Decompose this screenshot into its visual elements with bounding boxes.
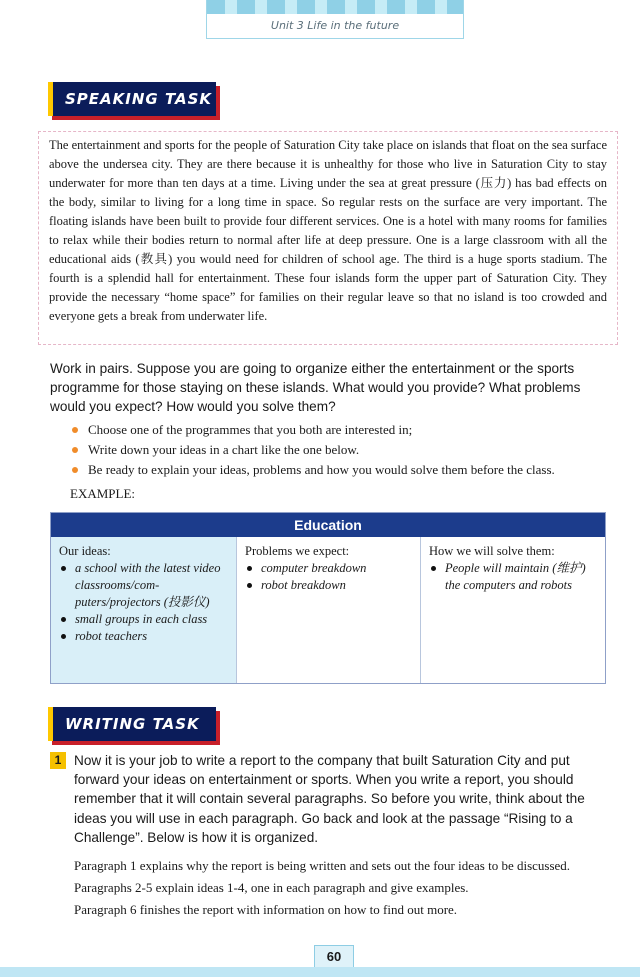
- exercise-number: 1: [50, 752, 66, 769]
- writing-instruction: Now it is your job to write a report to the company that built Saturation City and put forward your ideas on entertainment or sports. When you write a report, you should remember that it will contain several paragraphs. So before you write, think about the ideas you will use in each paragraph. Go back and look at the passage “Rising to a Challenge”. Below is how it is organized.: [74, 753, 585, 845]
- solutions-column: [421, 537, 605, 683]
- outline-item: Paragraph 1 explains why the report is being written and sets out the four ideas to be discussed.: [74, 858, 571, 873]
- example-label: EXAMPLE:: [70, 486, 135, 501]
- bullet-dot-icon: [247, 566, 252, 571]
- bullet-item: Write down your ideas in a chart like the one below.: [70, 440, 620, 460]
- unit-title: Unit 3 Life in the future: [270, 19, 400, 32]
- page-number: 60: [314, 945, 354, 968]
- solution-item: People will maintain (维护) the computers and robots: [429, 560, 597, 594]
- speaking-instruction: Work in pairs. Suppose you are going to organize either the entertainment or the sports programme for those staying on these islands. What would you provide? What problems would you expect? How would you solve them?: [50, 361, 581, 414]
- wave-decoration: [207, 0, 463, 14]
- example-table: [50, 512, 606, 684]
- outline-item: Paragraph 6 finishes the report with information on how to find out more.: [74, 902, 458, 917]
- example-table-heading: Education: [51, 513, 605, 537]
- problems-column: [237, 537, 421, 683]
- idea-item: small groups in each class: [59, 611, 228, 628]
- footer-band: [0, 967, 640, 977]
- bullet-dot-icon: [72, 447, 78, 453]
- ideas-column: [51, 537, 237, 683]
- reading-passage: The entertainment and sports for the people of Saturation City take place on islands that float on the sea surface above the undersea city. They are there because it is unhealthy for those who live in Saturation City to stay underwater for more than ten days at a time. Living under the sea at great pressure (压力) has bad effects on the body, similar to living for a long time in space. So regular rests on the surface are very important. The floating islands have been built to provide four different services. One is a hotel with many rooms for families to relax while their bodies return to normal after life at deep pressure. One is a large classroom with all the educational aids (教具) you would need for children of school age. The third is a huge sports stadium. The fourth is a splendid hall for entertainment. These four islands form the upper part of Saturation City. They provide the necessary “home space” for families on their regular leave so that no island is too crowded and everyone gets a break from underwater life.: [38, 131, 618, 345]
- problems-title: Problems we expect:: [245, 544, 350, 558]
- bullet-item: Choose one of the programmes that you both are interested in;: [70, 420, 620, 440]
- bullet-dot-icon: [61, 566, 66, 571]
- ideas-title: Our ideas:: [59, 544, 111, 558]
- bullet-dot-icon: [431, 566, 436, 571]
- solutions-title: How we will solve them:: [429, 544, 555, 558]
- bullet-dot-icon: [247, 583, 252, 588]
- speaking-task-banner: SPEAKING TASK: [48, 82, 216, 116]
- problem-item: robot breakdown: [245, 577, 412, 594]
- bullet-dot-icon: [61, 617, 66, 622]
- task-bullet-list: [70, 420, 620, 480]
- paragraph-outline: [74, 855, 614, 921]
- bullet-item: Be ready to explain your ideas, problems and how you would solve them before the class.: [70, 460, 620, 480]
- idea-item: a school with the latest video classrooms/com-puters/projectors (投影仪): [59, 560, 228, 611]
- bullet-dot-icon: [61, 634, 66, 639]
- idea-item: robot teachers: [59, 628, 228, 645]
- bullet-dot-icon: [72, 467, 78, 473]
- bullet-dot-icon: [72, 427, 78, 433]
- outline-item: Paragraphs 2-5 explain ideas 1-4, one in each paragraph and give examples.: [74, 880, 469, 895]
- problem-item: computer breakdown: [245, 560, 412, 577]
- writing-task-banner: WRITING TASK: [48, 707, 216, 741]
- unit-header: [206, 0, 464, 39]
